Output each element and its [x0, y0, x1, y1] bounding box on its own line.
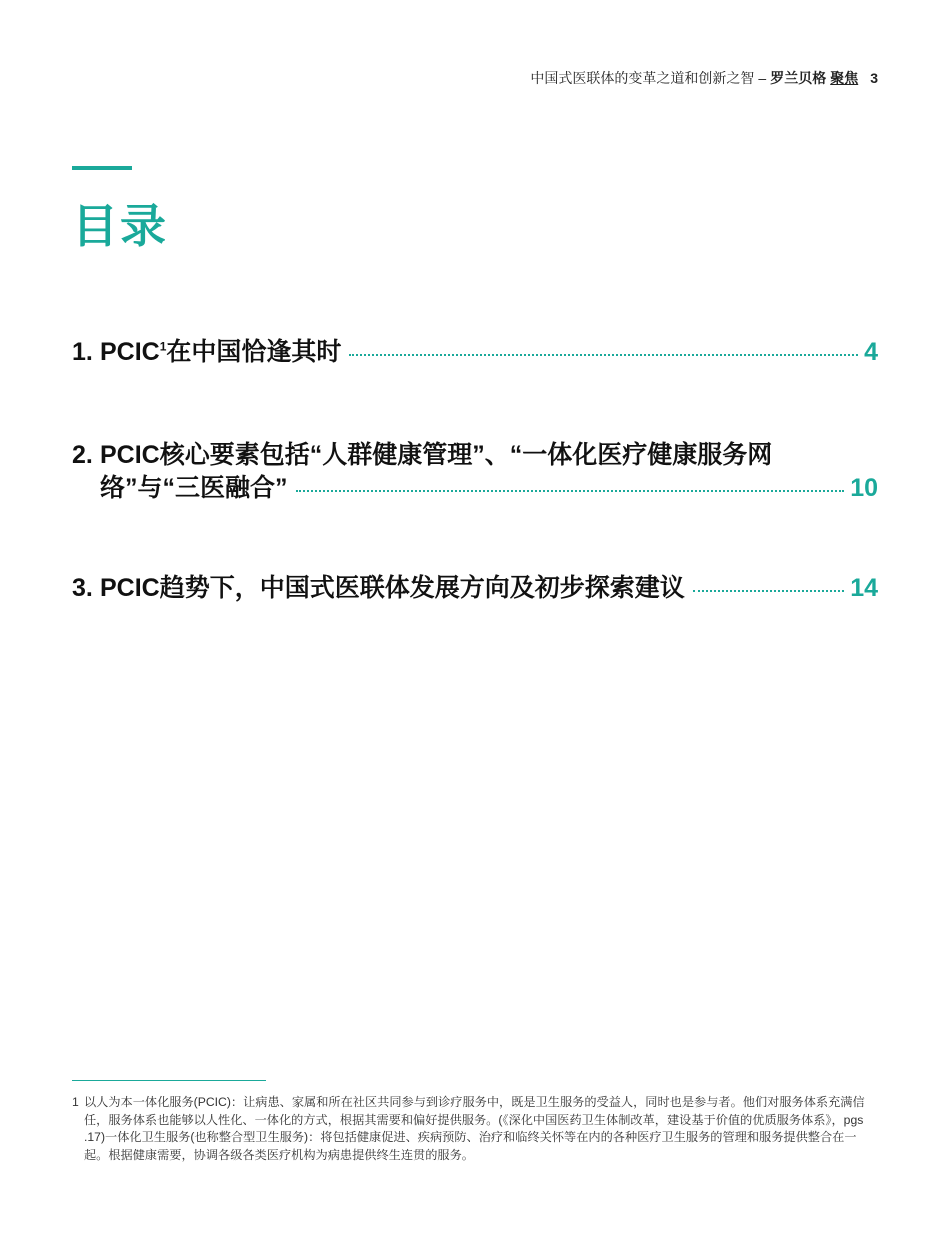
toc-entry-page[interactable]: 10 [850, 474, 878, 502]
title-accent-bar [72, 166, 132, 170]
toc-entry-2[interactable] [72, 439, 878, 505]
footnote-divider [72, 1080, 266, 1081]
header-dash: – [758, 70, 767, 86]
toc-entry-text-line1: PCIC核心要素包括“人群健康管理”、“一体化医疗健康服务网 [100, 441, 773, 469]
footnote-ref[interactable]: 1 [159, 339, 167, 354]
toc-entry-3[interactable] [72, 572, 878, 605]
toc-title: 目录 [72, 200, 168, 252]
dot-leader [693, 590, 844, 592]
toc-entry-number: 3. [72, 574, 93, 602]
dot-leader [349, 354, 858, 356]
header-title: 中国式医联体的变革之道和创新之智 [530, 70, 755, 86]
toc-entry-text: PCIC$^1$在中国恰逢其时 [100, 338, 342, 366]
running-header [530, 68, 878, 88]
toc-entry-text: PCIC趋势下，中国式医联体发展方向及初步探索建议 [100, 574, 685, 602]
dot-leader [296, 490, 845, 492]
header-page-number: 3 [870, 70, 878, 86]
footnote-text: 以人为本一体化服务(PCIC)：让病患、家属和所在社区共同参与到诊疗服务中，既是卫生服务的受益人，同时也是参与者。他们对服务体系充满信任，服务体系也能够以人性化、一体化的方式，根据其需要和偏好提供服务。(《深化中国医药卫生体制改革，建设基于价值的优质服务体系》，pgs .17)一体化卫生服务(也称整合型卫生服务)：将包括健康促进、疾病预防、治疗和临终关怀等在内的各种医疗卫生服务的管理和服务提供整合在一起。根据健康需要，协调各级各类医疗机构为病患提供终生连贯的服务。 [84, 1095, 865, 1162]
header-brand-focus: 聚焦 [830, 70, 859, 86]
footnote-number: 1 [72, 1095, 79, 1109]
toc-entry-number: 2. [72, 441, 93, 469]
footnote [72, 1094, 878, 1164]
toc-entry-text-line2: 络”与“三医融合” [100, 474, 288, 502]
header-brand: 罗兰贝格 [770, 70, 827, 86]
toc-entry-number: 1. [72, 338, 93, 366]
toc-entry-page[interactable]: 4 [864, 338, 878, 366]
toc-entry-1[interactable] [72, 336, 878, 369]
toc-entry-page[interactable]: 14 [850, 574, 878, 602]
